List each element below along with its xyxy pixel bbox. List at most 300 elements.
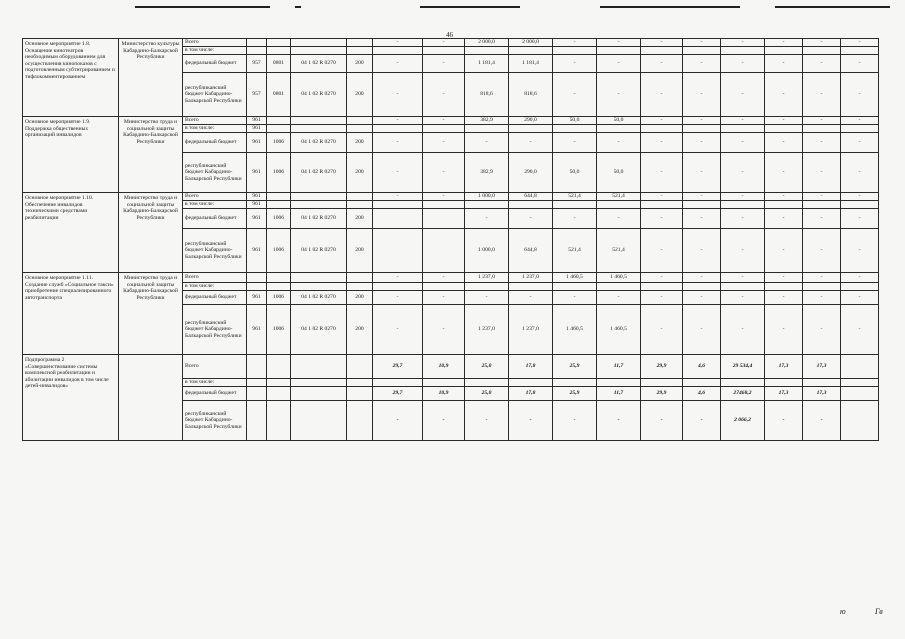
value-cell (841, 283, 879, 291)
value-cell: - (841, 39, 879, 47)
section-code (267, 47, 291, 55)
value-cell (803, 47, 841, 55)
value-cell: 29,7 (373, 355, 423, 379)
section-code (267, 283, 291, 291)
value-cell: - (721, 55, 765, 73)
funding-source: республиканский бюджет Кабардино-Балкарской Республики (183, 401, 247, 441)
value-cell: 290,0 (509, 117, 553, 125)
funding-source: федеральный бюджет (183, 209, 247, 229)
grbs-code: 961 (247, 193, 267, 201)
value-cell: - (373, 73, 423, 117)
value-cell: - (841, 133, 879, 153)
value-cell (841, 201, 879, 209)
measure-executor: Министерство труда и социальной защиты Кабардино-Балкарской Республики (119, 117, 183, 193)
value-cell (765, 379, 803, 387)
funding-source: федеральный бюджет (183, 387, 247, 401)
section-code (267, 117, 291, 125)
value-cell (841, 379, 879, 387)
value-cell: - (721, 305, 765, 355)
scan-mark (600, 6, 740, 8)
page-number: 46 (446, 31, 453, 39)
value-cell (423, 125, 465, 133)
value-cell (765, 283, 803, 291)
value-cell: - (841, 273, 879, 283)
section-code: 1006 (267, 291, 291, 305)
value-cell: 2 066,2 (721, 401, 765, 441)
value-cell: 4,6 (683, 355, 721, 379)
value-cell (509, 283, 553, 291)
value-cell: - (373, 39, 423, 47)
grbs-code: 957 (247, 55, 267, 73)
value-cell: - (683, 209, 721, 229)
value-cell: - (683, 39, 721, 47)
value-cell: - (803, 209, 841, 229)
funding-source: в том числе: (183, 283, 247, 291)
grbs-code: 961 (247, 153, 267, 193)
value-cell: - (721, 117, 765, 125)
target-article-code: 04 1 02 R 0270 (291, 209, 347, 229)
value-cell: - (765, 39, 803, 47)
target-article-code: 04 1 02 R 0270 (291, 291, 347, 305)
value-cell: - (803, 229, 841, 273)
value-cell: 50,0 (553, 117, 597, 125)
value-cell: - (841, 291, 879, 305)
grbs-code: 961 (247, 229, 267, 273)
value-cell (373, 379, 423, 387)
grbs-code (247, 387, 267, 401)
value-cell: - (841, 209, 879, 229)
value-cell: 2 000,0 (465, 39, 509, 47)
value-cell: - (373, 401, 423, 441)
expense-type-code (347, 273, 373, 283)
value-cell: - (841, 55, 879, 73)
value-cell (465, 379, 509, 387)
funding-source: федеральный бюджет (183, 133, 247, 153)
value-cell: 1 237,0 (465, 305, 509, 355)
value-cell (553, 379, 597, 387)
value-cell (841, 401, 879, 441)
value-cell: 4,6 (683, 387, 721, 401)
value-cell: - (765, 193, 803, 201)
target-article-code (291, 283, 347, 291)
funding-source: в том числе: (183, 125, 247, 133)
expense-type-code (347, 201, 373, 209)
value-cell: - (765, 305, 803, 355)
value-cell (423, 201, 465, 209)
value-cell: 25,9 (553, 355, 597, 379)
value-cell: - (803, 55, 841, 73)
value-cell: 50,0 (597, 153, 641, 193)
value-cell: - (683, 55, 721, 73)
footer-mark: ю (840, 607, 846, 616)
measure-executor: Министерство культуры Кабардино-Балкарской Республики (119, 39, 183, 117)
value-cell: - (423, 73, 465, 117)
value-cell: - (553, 133, 597, 153)
expense-type-code (347, 47, 373, 55)
table-row (23, 355, 879, 379)
value-cell: - (721, 209, 765, 229)
value-cell: - (721, 229, 765, 273)
value-cell: - (683, 193, 721, 201)
value-cell (765, 47, 803, 55)
value-cell: - (841, 73, 879, 117)
expense-type-code: 200 (347, 305, 373, 355)
value-cell: - (765, 209, 803, 229)
grbs-code (247, 355, 267, 379)
value-cell: 25,0 (465, 355, 509, 379)
value-cell: 1 237,0 (509, 273, 553, 283)
value-cell (765, 125, 803, 133)
value-cell: - (803, 133, 841, 153)
section-code (267, 379, 291, 387)
section-code (267, 125, 291, 133)
value-cell: - (553, 55, 597, 73)
value-cell: - (641, 401, 683, 441)
value-cell: - (509, 209, 553, 229)
target-article-code: 04 1 02 R 0270 (291, 153, 347, 193)
value-cell: - (509, 291, 553, 305)
measure-title: Основное мероприятие 1.9. Поддержка общественных организаций инвалидов (23, 117, 119, 193)
value-cell: 1 181,4 (509, 55, 553, 73)
section-code (267, 39, 291, 47)
value-cell (683, 125, 721, 133)
expense-type-code (347, 283, 373, 291)
value-cell: - (641, 55, 683, 73)
target-article-code (291, 401, 347, 441)
value-cell: 1 000,0 (465, 229, 509, 273)
value-cell: - (597, 291, 641, 305)
value-cell: 1 181,4 (465, 55, 509, 73)
target-article-code: 04 1 02 R 0270 (291, 133, 347, 153)
target-article-code: 04 1 02 R 0270 (291, 73, 347, 117)
value-cell (683, 379, 721, 387)
value-cell: - (683, 229, 721, 273)
value-cell (373, 283, 423, 291)
value-cell: - (803, 153, 841, 193)
value-cell: 25,0 (465, 387, 509, 401)
value-cell: - (373, 305, 423, 355)
value-cell: - (765, 117, 803, 125)
target-article-code (291, 273, 347, 283)
value-cell (553, 125, 597, 133)
value-cell: 382,9 (465, 153, 509, 193)
value-cell: 1 460,5 (553, 305, 597, 355)
value-cell: - (641, 73, 683, 117)
value-cell (465, 283, 509, 291)
value-cell: 1 460,5 (597, 305, 641, 355)
value-cell: - (423, 117, 465, 125)
value-cell (465, 47, 509, 55)
value-cell: - (765, 401, 803, 441)
value-cell: - (597, 55, 641, 73)
expense-type-code (347, 117, 373, 125)
value-cell: - (765, 229, 803, 273)
value-cell (597, 379, 641, 387)
grbs-code: 961 (247, 201, 267, 209)
funding-source: федеральный бюджет (183, 55, 247, 73)
table-row (23, 117, 879, 125)
value-cell: 29 534,4 (721, 355, 765, 379)
value-cell: - (597, 401, 641, 441)
target-article-code: 04 1 02 R 0270 (291, 55, 347, 73)
value-cell: - (641, 209, 683, 229)
value-cell: - (641, 39, 683, 47)
value-cell (373, 47, 423, 55)
value-cell: - (423, 291, 465, 305)
value-cell: 17,8 (509, 387, 553, 401)
value-cell: - (683, 133, 721, 153)
value-cell (509, 47, 553, 55)
value-cell: 521,4 (553, 229, 597, 273)
value-cell: - (423, 193, 465, 201)
scan-mark (295, 6, 301, 8)
value-cell (683, 47, 721, 55)
value-cell: 521,4 (553, 193, 597, 201)
expense-type-code: 200 (347, 229, 373, 273)
value-cell: 1 460,5 (597, 273, 641, 283)
value-cell: 11,7 (597, 387, 641, 401)
section-code (267, 355, 291, 379)
value-cell: 10,9 (423, 355, 465, 379)
value-cell: - (683, 73, 721, 117)
value-cell: - (841, 305, 879, 355)
value-cell: 521,4 (597, 229, 641, 273)
measure-executor (119, 355, 183, 441)
value-cell (553, 201, 597, 209)
expense-type-code (347, 193, 373, 201)
value-cell: - (465, 133, 509, 153)
value-cell: 521,4 (597, 193, 641, 201)
value-cell: - (721, 273, 765, 283)
funding-source: федеральный бюджет (183, 291, 247, 305)
table-row (23, 39, 879, 47)
scan-mark (420, 6, 520, 8)
value-cell: - (765, 133, 803, 153)
section-code (267, 201, 291, 209)
funding-source: в том числе: (183, 201, 247, 209)
value-cell: 50,0 (553, 153, 597, 193)
table-row (23, 273, 879, 283)
funding-source: Всего (183, 273, 247, 283)
expense-type-code (347, 379, 373, 387)
value-cell (803, 125, 841, 133)
value-cell (765, 201, 803, 209)
funding-source: республиканский бюджет Кабардино-Балкарской Республики (183, 153, 247, 193)
value-cell: - (553, 291, 597, 305)
value-cell: - (765, 55, 803, 73)
value-cell: - (423, 55, 465, 73)
value-cell: 17,3 (803, 355, 841, 379)
value-cell (841, 387, 879, 401)
expense-type-code: 200 (347, 291, 373, 305)
value-cell (841, 47, 879, 55)
value-cell: 50,0 (597, 117, 641, 125)
value-cell: 1 460,5 (553, 273, 597, 283)
funding-source: республиканский бюджет Кабардино-Балкарской Республики (183, 73, 247, 117)
target-article-code (291, 201, 347, 209)
section-code (267, 387, 291, 401)
measure-title: Основное мероприятие 1.11. Создание служб «Социальное такси» приобретение специализированного автотранспорта (23, 273, 119, 355)
grbs-code: 957 (247, 73, 267, 117)
grbs-code: 961 (247, 125, 267, 133)
value-cell: - (423, 133, 465, 153)
value-cell: - (803, 39, 841, 47)
value-cell (553, 283, 597, 291)
value-cell: - (553, 73, 597, 117)
value-cell: - (803, 117, 841, 125)
value-cell (597, 47, 641, 55)
value-cell: - (423, 273, 465, 283)
funding-source: в том числе: (183, 379, 247, 387)
value-cell: - (373, 55, 423, 73)
value-cell (509, 201, 553, 209)
value-cell: - (641, 273, 683, 283)
value-cell (721, 125, 765, 133)
value-cell: - (841, 153, 879, 193)
value-cell: - (641, 229, 683, 273)
measure-title: Подпрограмма 2 «Совершенствование системы комплексной реабилитации и абилитации инвалидов в том числе детей-инвалидов» (23, 355, 119, 441)
section-code: 1006 (267, 305, 291, 355)
value-cell (465, 201, 509, 209)
expense-type-code (347, 355, 373, 379)
funding-source: в том числе: (183, 47, 247, 55)
value-cell (465, 125, 509, 133)
value-cell: - (423, 153, 465, 193)
value-cell (423, 47, 465, 55)
value-cell: - (553, 209, 597, 229)
value-cell: - (841, 117, 879, 125)
value-cell: - (465, 401, 509, 441)
value-cell: - (597, 39, 641, 47)
value-cell: - (553, 401, 597, 441)
value-cell: - (373, 273, 423, 283)
expense-type-code: 200 (347, 73, 373, 117)
expense-type-code: 200 (347, 133, 373, 153)
value-cell: - (597, 209, 641, 229)
value-cell (841, 355, 879, 379)
value-cell: - (721, 73, 765, 117)
target-article-code (291, 379, 347, 387)
grbs-code: 961 (247, 133, 267, 153)
scan-mark (775, 6, 890, 8)
grbs-code (247, 283, 267, 291)
section-code (267, 401, 291, 441)
value-cell: 1 000,0 (465, 193, 509, 201)
value-cell: - (721, 153, 765, 193)
value-cell: - (641, 291, 683, 305)
value-cell (423, 379, 465, 387)
value-cell (641, 283, 683, 291)
value-cell: - (373, 193, 423, 201)
funding-source: республиканский бюджет Кабардино-Балкарской Республики (183, 305, 247, 355)
value-cell: - (803, 73, 841, 117)
value-cell: - (721, 39, 765, 47)
value-cell: 1 237,0 (509, 305, 553, 355)
value-cell: 10,9 (423, 387, 465, 401)
value-cell: - (509, 401, 553, 441)
value-cell: - (683, 305, 721, 355)
value-cell (721, 201, 765, 209)
value-cell: - (641, 193, 683, 201)
value-cell: - (373, 291, 423, 305)
value-cell: 25,9 (553, 387, 597, 401)
value-cell (683, 283, 721, 291)
value-cell: 17,3 (765, 355, 803, 379)
funding-source: Всего (183, 39, 247, 47)
target-article-code (291, 355, 347, 379)
value-cell (641, 125, 683, 133)
value-cell: - (765, 153, 803, 193)
value-cell: - (803, 401, 841, 441)
expense-type-code: 200 (347, 209, 373, 229)
value-cell (423, 209, 465, 229)
value-cell: - (803, 273, 841, 283)
funding-source: Всего (183, 193, 247, 201)
value-cell: - (641, 133, 683, 153)
measure-title: Основное мероприятие 1.8. Оснащение кинотеатров необходимым оборудованием для осуществления кинопоказов с подготовленным субтитрированием и тифлокомментированием (23, 39, 119, 117)
value-cell (841, 125, 879, 133)
grbs-code: 961 (247, 209, 267, 229)
value-cell (803, 379, 841, 387)
value-cell: - (803, 193, 841, 201)
value-cell: - (553, 39, 597, 47)
funding-source: Всего (183, 355, 247, 379)
measure-title: Основное мероприятие 1.10. Обеспечение инвалидов техническими средствами реабилитации (23, 193, 119, 273)
value-cell (803, 201, 841, 209)
section-code: 1006 (267, 133, 291, 153)
table-body (23, 39, 879, 441)
value-cell: 27468,2 (721, 387, 765, 401)
value-cell: - (721, 193, 765, 201)
value-cell: 17,8 (509, 355, 553, 379)
budget-table (22, 38, 879, 441)
grbs-code (247, 401, 267, 441)
grbs-code (247, 379, 267, 387)
value-cell: - (465, 291, 509, 305)
value-cell (683, 201, 721, 209)
value-cell: 11,7 (597, 355, 641, 379)
value-cell: - (683, 291, 721, 305)
value-cell: 644,8 (509, 229, 553, 273)
expense-type-code (347, 387, 373, 401)
value-cell (597, 201, 641, 209)
section-code (267, 273, 291, 283)
funding-source: республиканский бюджет Кабардино-Балкарской Республики (183, 229, 247, 273)
value-cell (373, 229, 423, 273)
value-cell: - (683, 401, 721, 441)
value-cell: 29,9 (641, 355, 683, 379)
target-article-code: 04 1 02 R 0270 (291, 229, 347, 273)
value-cell: - (373, 117, 423, 125)
value-cell: 2 000,0 (509, 39, 553, 47)
grbs-code (247, 47, 267, 55)
value-cell: - (765, 273, 803, 283)
value-cell (423, 229, 465, 273)
value-cell: - (373, 153, 423, 193)
value-cell: - (721, 133, 765, 153)
value-cell (553, 47, 597, 55)
value-cell: 29,9 (641, 387, 683, 401)
expense-type-code (347, 125, 373, 133)
value-cell: - (765, 291, 803, 305)
value-cell: - (465, 209, 509, 229)
value-cell: - (803, 291, 841, 305)
expense-type-code: 200 (347, 55, 373, 73)
expense-type-code (347, 39, 373, 47)
section-code: 1006 (267, 153, 291, 193)
value-cell (509, 125, 553, 133)
target-article-code (291, 47, 347, 55)
